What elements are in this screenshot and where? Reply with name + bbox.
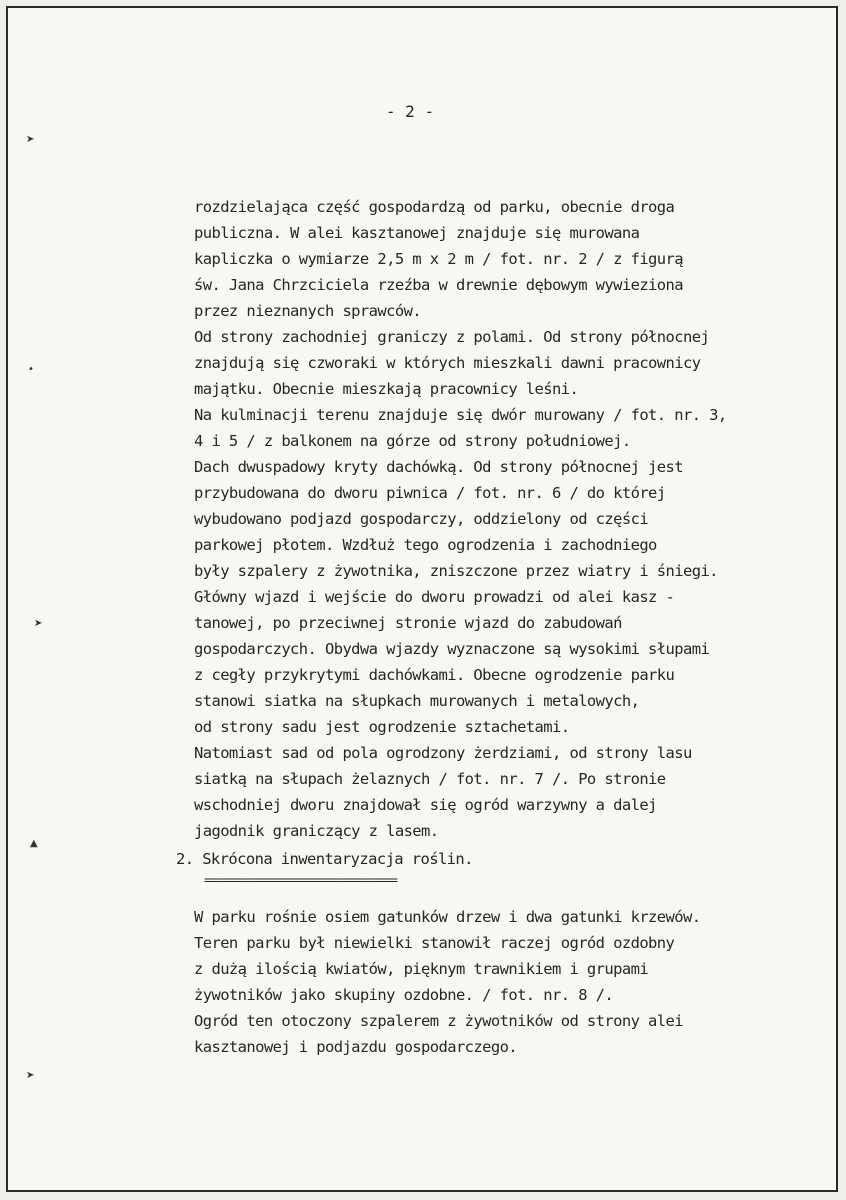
paragraph-1-line: były szpalery z żywotnika, zniszczone przez wiatry i śniegi. — [194, 562, 718, 580]
paragraph-1-line: jagodnik graniczący z lasem. — [194, 822, 439, 840]
paragraph-1-line: Główny wjazd i wejście do dworu prowadzi od alei kasz - — [194, 588, 675, 606]
punch-mark: ➤ — [26, 134, 35, 145]
paragraph-1-line: kapliczka o wymiarze 2,5 m x 2 m / fot. nr. 2 / z figurą — [194, 250, 683, 268]
punch-mark: ▲ — [30, 838, 38, 849]
paragraph-1-line: św. Jana Chrzciciela rzeźba w drewnie dębowym wywieziona — [194, 276, 683, 294]
paragraph-1-line: wschodniej dworu znajdował się ogród warzywny a dalej — [194, 796, 657, 814]
section-heading: 2. Skrócona inwentaryzacja roślin. — [176, 850, 473, 868]
paragraph-1-line: Od strony zachodniej graniczy z polami. Od strony północnej — [194, 328, 710, 346]
section-heading-underline: ================================ — [204, 873, 397, 887]
paragraph-1-line: parkowej płotem. Wzdłuż tego ogrodzenia i zachodniego — [194, 536, 657, 554]
paragraph-2-line: Teren parku był niewielki stanowił raczej ogród ozdobny — [194, 934, 675, 952]
paragraph-2-line: z dużą ilością kwiatów, pięknym trawnikiem i grupami — [194, 960, 649, 978]
paragraph-1-line: Na kulminacji terenu znajduje się dwór murowany / fot. nr. 3, — [194, 406, 727, 424]
paragraph-1-line: z cegły przykrytymi dachówkami. Obecne ogrodzenie parku — [194, 666, 675, 684]
paragraph-1-line: majątku. Obecnie mieszkają pracownicy leśni. — [194, 380, 579, 398]
paragraph-1-line: od strony sadu jest ogrodzenie sztachetami. — [194, 718, 570, 736]
paragraph-2-line: Ogród ten otoczony szpalerem z żywotników od strony alei — [194, 1012, 683, 1030]
paragraph-1-line: znajdują się czworaki w których mieszkali dawni pracownicy — [194, 354, 701, 372]
paragraph-2-line: W parku rośnie osiem gatunków drzew i dwa gatunki krzewów. — [194, 908, 701, 926]
paragraph-1-line: Dach dwuspadowy kryty dachówką. Od strony północnej jest — [194, 458, 683, 476]
paragraph-1-line: wybudowano podjazd gospodarczy, oddzielony od części — [194, 510, 649, 528]
paragraph-1-line: publiczna. W alei kasztanowej znajduje się murowana — [194, 224, 640, 242]
paragraph-2-line: kasztanowej i podjazdu gospodarczego. — [194, 1038, 518, 1056]
paragraph-2-line: żywotników jako skupiny ozdobne. / fot. nr. 8 /. — [194, 986, 614, 1004]
paragraph-1-line: przez nieznanych sprawców. — [194, 302, 422, 320]
paragraph-1-line: gospodarczych. Obydwa wjazdy wyznaczone są wysokimi słupami — [194, 640, 710, 658]
paragraph-1-line: tanowej, po przeciwnej stronie wjazd do zabudowań — [194, 614, 622, 632]
paragraph-1-line: przybudowana do dworu piwnica / fot. nr. 6 / do której — [194, 484, 666, 502]
punch-mark: ➤ — [34, 618, 43, 629]
paragraph-1-line: siatką na słupach żelaznych / fot. nr. 7 /. Po stronie — [194, 770, 666, 788]
punch-mark: • — [28, 364, 34, 375]
paragraph-1-line: stanowi siatka na słupkach murowanych i metalowych, — [194, 692, 640, 710]
page-number: - 2 - — [385, 102, 435, 121]
paragraph-1-line: rozdzielająca część gospodardzą od parku, obecnie droga — [194, 198, 675, 216]
paragraph-1-line: 4 i 5 / z balkonem na górze od strony południowej. — [194, 432, 631, 450]
punch-mark: ➤ — [26, 1070, 35, 1081]
paragraph-1-line: Natomiast sad od pola ogrodzony żerdziami, od strony lasu — [194, 744, 692, 762]
